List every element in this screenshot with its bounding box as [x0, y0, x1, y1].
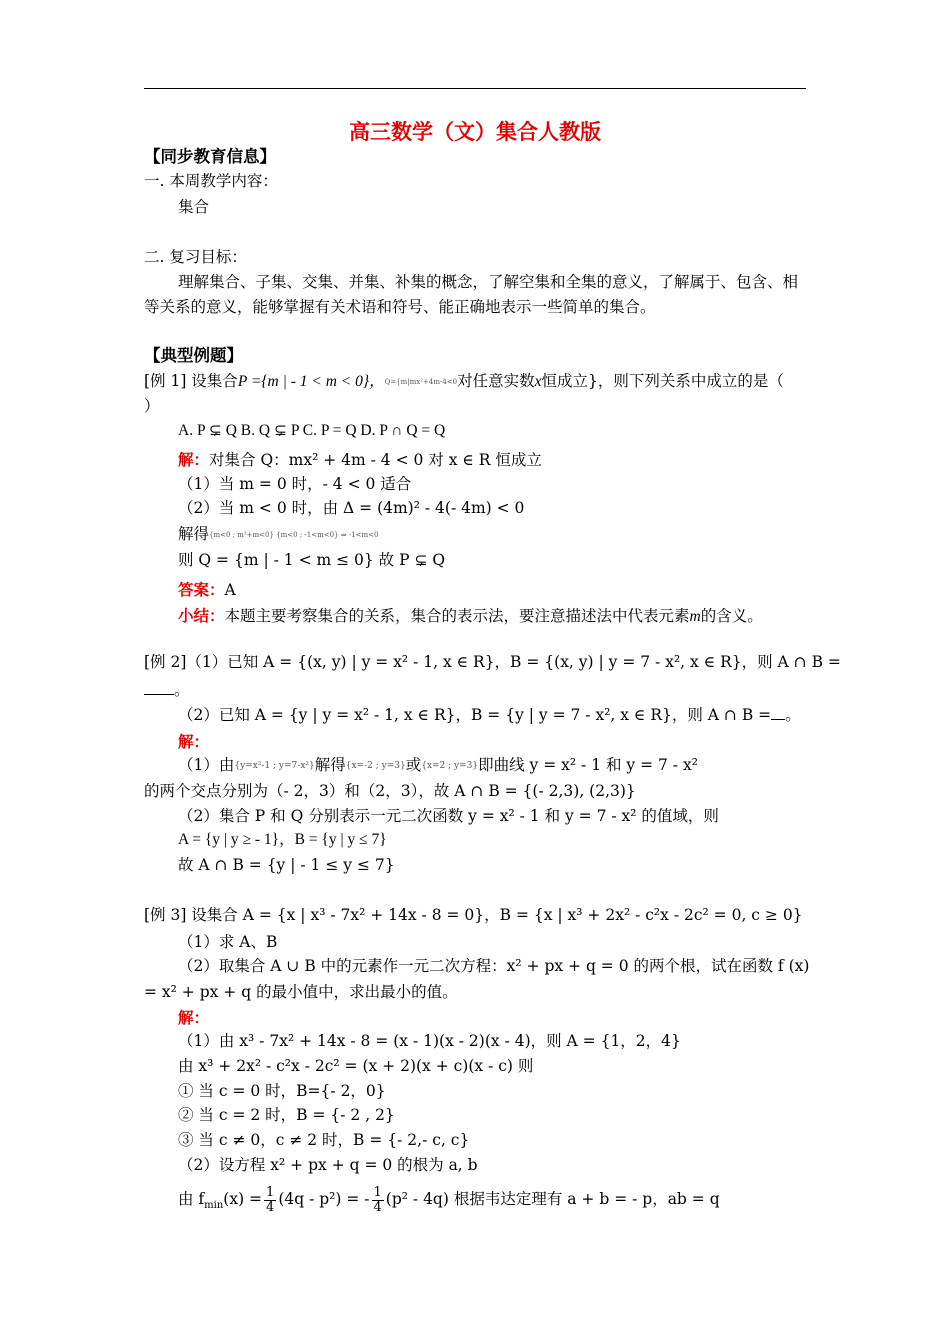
ex3-s4: ② 当 c = 2 时，B = {- 2 , 2} — [178, 1106, 395, 1124]
ex3-fraction-1 — [264, 1186, 276, 1215]
ex1-step4: 则 Q = {m | - 1 < m ≤ 0} 故 P ⊊ Q — [178, 551, 446, 569]
ex3-fraction-2 — [372, 1186, 384, 1215]
ex3-s2: 由 x³ + 2x² - c²x - 2c² = (x + 2)(x + c)(x - c) 则 — [178, 1057, 534, 1075]
ex2-s2-line3: 故 A ∩ B = {y | - 1 ≤ y ≤ 7} — [178, 856, 395, 874]
ex2-s1-root1: {x=-2 ; y=3} — [345, 761, 406, 771]
ex2-s1-line2: 的两个交点分别为（- 2，3）和（2，3），故 A ∩ B = {(- 2,3), (2,3)} — [144, 782, 636, 800]
ex1-sol-label: 解： — [178, 450, 210, 469]
ex3-frac1-num: 1 — [266, 1184, 275, 1200]
ex3-sol-label — [178, 1007, 209, 1029]
ex2-q1-blank — [144, 680, 174, 695]
ex3-s5: ③ 当 c ≠ 0，c ≠ 2 时，B = {- 2,- c, c} — [178, 1131, 470, 1149]
ex3-question: [例 3] 设集合 A = {x | x³ - 7x² + 14x - 8 = 0}，B = {x | x³ + 2x² - c²x - 2c² = 0, c ≥ 0} — [144, 906, 803, 924]
s1-content: 集合 — [178, 198, 210, 216]
ex3-s7-b: (x) = — [223, 1190, 263, 1208]
s1-heading: 一. 本周教学内容： — [144, 172, 278, 190]
ex1-sum-label: 小结： — [178, 606, 225, 625]
ex1-q-close: ） — [144, 397, 160, 415]
ex3-s7 — [178, 1184, 720, 1221]
ex1-summary — [178, 605, 763, 628]
ex2-s1-root2: {x=2 ; y=3} — [421, 761, 479, 771]
ex3-s7-sub: min — [204, 1200, 224, 1212]
ex2-s1-a: （1）由 — [178, 756, 235, 774]
ex1-solution — [178, 449, 542, 471]
ex2-s1-system: {y=x²-1 ; y=7-x²} — [234, 761, 315, 771]
ex3-s7-c: (4q - p²) = - — [278, 1190, 370, 1208]
ex1-sum-text: 本题主要考察集合的关系，集合的表示法，要注意描述法中代表元素 — [224, 607, 690, 625]
ex2-q1-text: [例 2]（1）已知 A = {(x, y) | y = x² - 1, x ∈ R}，B = {(x, y) | y = 7 - x², x ∈ R}，则 A ∩ B = — [144, 653, 841, 671]
ex3-s1: （1）由 x³ - 7x² + 14x - 8 = (x - 1)(x - 2)(x - 4)，则 A = {1，2，4} — [178, 1032, 681, 1050]
s2-heading: 二. 复习目标： — [144, 248, 247, 266]
ex2-sol-label-text: 解： — [178, 732, 210, 751]
ex3-s3: ① 当 c = 0 时，B={- 2，0} — [178, 1082, 386, 1100]
ex1-step2: （2）当 m < 0 时，由 Δ = (4m)² - 4(- 4m) < 0 — [178, 499, 525, 517]
ex2-q2 — [178, 704, 801, 726]
ex3-q2: （2）取集合 A ∪ B 中的元素作一元二次方程：x² + px + q = 0 的两个根，试在函数 f (x) — [178, 957, 810, 975]
ex2-q2-text: （2）已知 A = {y | y = x² - 1, x ∈ R}，B = {y | y = 7 - x², x ∈ R}，则 A ∩ B = — [178, 706, 772, 724]
ex2-q2-end: 。 — [785, 706, 801, 724]
ex1-answer — [178, 579, 236, 601]
section-examples-heading: 【典型例题】 — [144, 346, 243, 365]
ex1-q-prefix: [例 1] 设集合 — [144, 372, 238, 390]
ex1-sol-text: 对集合 Q：mx² + 4m - 4 < 0 对 x ∈ R 恒成立 — [209, 451, 542, 469]
ex3-frac2-num: 1 — [373, 1184, 382, 1200]
ex2-s1-b: 解得 — [314, 756, 346, 774]
ex2-s2-line2: A = {y | y ≥ - 1}，B = {y | y ≤ 7} — [178, 831, 387, 848]
ex1-step3-label: 解得 — [178, 525, 210, 543]
ex2-s1-c: 或 — [405, 756, 422, 774]
ex2-q1 — [144, 651, 841, 673]
ex2-s2-line1: （2）集合 P 和 Q 分别表示一元二次函数 y = x² - 1 和 y = 7 - x² 的值域，则 — [178, 807, 719, 825]
ex1-q-mid: 对任意实数 — [457, 372, 535, 390]
ex1-sum-var: m — [689, 608, 701, 625]
ex1-q-garbled: Q={m|mx²+4m-4<0 — [384, 378, 458, 386]
ex1-step1: （1）当 m = 0 时，- 4 < 0 适合 — [178, 475, 412, 493]
s2-line1: 理解集合、子集、交集、并集、补集的概念，了解空集和全集的意义，了解属于、包含、相 — [178, 273, 799, 291]
ex3-s7-a: 由 f — [178, 1190, 205, 1208]
top-rule — [144, 88, 806, 89]
ex3-frac1-den: 4 — [266, 1199, 275, 1215]
ex2-sol-label — [178, 731, 209, 753]
ex3-sol-label-text: 解： — [178, 1008, 210, 1027]
ex1-ans-label: 答案： — [178, 580, 225, 599]
ex1-q-set: P ={m | - 1 < m < 0}， — [237, 373, 385, 390]
ex1-sum-end: 的含义。 — [700, 607, 763, 625]
ex3-q2-line2: = x² + px + q 的最小值中，求出最小的值。 — [144, 983, 458, 1001]
ex1-step3 — [178, 523, 378, 546]
ex1-ans-value: A — [224, 581, 236, 599]
ex3-s7-d: (p² - 4q) 根据韦达定理有 a + b = - p，ab = q — [385, 1190, 720, 1208]
ex2-q2-blank — [771, 705, 785, 720]
ex1-step3-garbled: {m<0 ; m²+m<0} {m<0 ; -1<m<0} ⇒ -1<m<0 — [209, 531, 379, 539]
ex2-q1-end: 。 — [174, 681, 190, 699]
ex2-s1 — [178, 754, 698, 777]
ex1-question — [144, 370, 784, 393]
ex1-options: A. P ⊊ Q B. Q ⊊ P C. P = Q D. P ∩ Q = Q — [178, 422, 446, 439]
ex3-s6: （2）设方程 x² + px + q = 0 的根为 a, b — [178, 1156, 478, 1174]
ex3-q1: （1）求 A、B — [178, 933, 278, 951]
ex1-q-suffix: 恒成立}，则下列关系中成立的是（ — [541, 372, 784, 390]
ex1-q-var: x — [534, 373, 542, 390]
section-sync-heading: 【同步教育信息】 — [144, 147, 276, 166]
page-title: 高三数学（文）集合人教版 — [349, 119, 601, 144]
ex3-frac2-den: 4 — [373, 1199, 382, 1215]
ex2-q1-line2 — [144, 679, 190, 701]
s2-line2: 等关系的意义，能够掌握有关术语和符号、能正确地表示一些简单的集合。 — [144, 298, 656, 316]
ex2-s1-d: 即曲线 y = x² - 1 和 y = 7 - x² — [478, 756, 698, 774]
